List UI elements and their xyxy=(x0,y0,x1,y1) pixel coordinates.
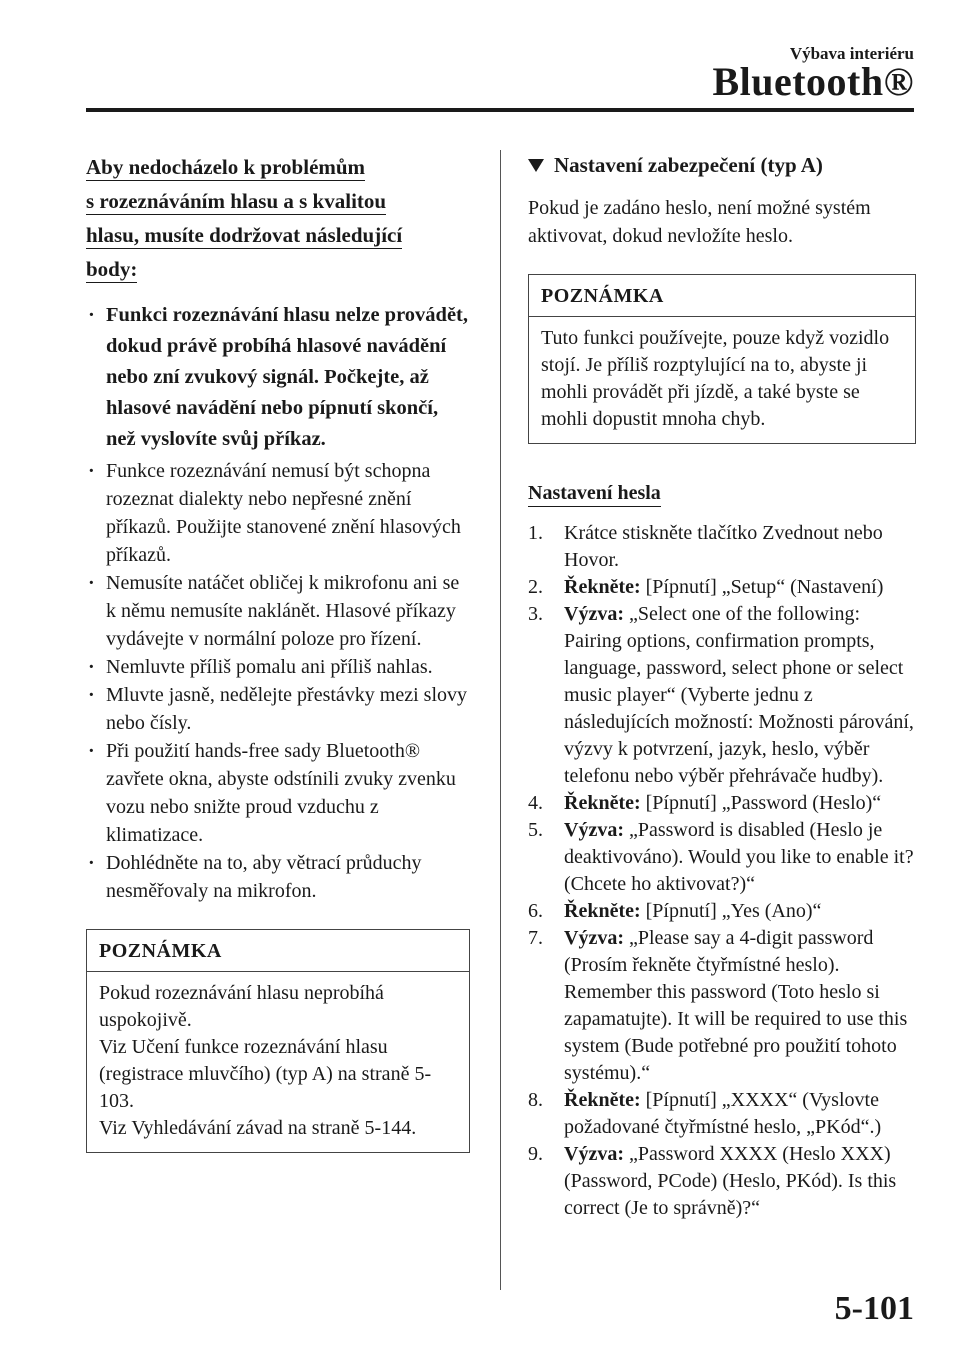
list-item: · Funkce rozeznávání nemusí být schopna rozeznat dialekty nebo nepřesné znění příkazů. Použijte stanovené znění hlasových příkazů. xyxy=(86,457,470,569)
left-heading: Aby nedocházelo k problémům s rozeznáváním hlasu a s kvalitou hlasu, musíte dodržovat následující body: xyxy=(86,155,403,281)
list-item: 1. Krátce stiskněte tlačítko Zvednout nebo Hovor. xyxy=(528,522,883,571)
note-body xyxy=(87,972,469,1152)
sub-heading: Nastavení hesla xyxy=(528,478,916,508)
list-item: 9. Výzva: „Password XXXX (Heslo XXX) (Password, PCode) (Heslo, PKód). Is this correct (Je to správně)?“ xyxy=(528,1143,897,1219)
page-number: 5-101 xyxy=(834,1290,914,1327)
section-heading: Nastavení zabezpečení (typ A) xyxy=(528,150,916,180)
list-item: 6. Řekněte: [Pípnutí] „Yes (Ano)“ xyxy=(528,900,822,922)
triangle-down-icon xyxy=(528,159,544,172)
step-list xyxy=(528,520,916,1222)
list-item: 7. Výzva: „Please say a 4-digit password (Prosím řekněte čtyřmístné heslo). Remember this password (Toto heslo si zapamatujte). It will be required to use this system (Bude potřebné pro použití tohoto systému).“ xyxy=(528,927,908,1084)
note-body: Tuto funkci používejte, pouze když vozidlo stojí. Je příliš rozptylující na to, abyste ji mohli provádět při jízdě, a také byste se mohli dopustit mnoha chyb. xyxy=(541,327,890,430)
note-box-left xyxy=(86,929,470,1153)
list-item: 3. Výzva: „Select one of the following: Pairing options, confirmation prompts, language, password, select phone or select music player“ (Vyberte jednu z následujících možností: Možnosti párování, výzvy k potvrzení, jazyk, heslo, výběr telefonu nebo výběr přehrávače hudby). xyxy=(528,603,914,787)
page-header xyxy=(0,0,960,120)
note-title: POZNÁMKA xyxy=(87,930,469,972)
note-line: Viz Vyhledávání závad na straně 5-144. xyxy=(99,1117,417,1139)
list-item: · Dohlédněte na to, aby větrací průduchy nesměřovaly na mikrofon. xyxy=(86,849,470,905)
header-rule xyxy=(86,108,914,112)
list-item: 2. Řekněte: [Pípnutí] „Setup“ (Nastavení) xyxy=(528,576,884,598)
list-item: 8. Řekněte: [Pípnutí] „XXXX“ (Vyslovte požadované čtyřmístné heslo, „PKód“.) xyxy=(528,1089,882,1138)
section-label: Výbava interiéru xyxy=(789,44,914,63)
note-title: POZNÁMKA xyxy=(529,275,915,317)
note-line: Pokud rozeznávání hlasu neprobíhá uspokojivě. xyxy=(99,982,384,1031)
list-item: · Mluvte jasně, nedělejte přestávky mezi slovy nebo čísly. xyxy=(86,681,470,737)
list-item: · Při použití hands-free sady Bluetooth® zavřete okna, abyste odstínili zvuky zvenku vozu nebo snižte proud vzduchu z klimatizace. xyxy=(86,737,470,849)
note-box-right xyxy=(528,274,916,444)
list-item: 4. Řekněte: [Pípnutí] „Password (Heslo)“ xyxy=(528,792,882,814)
page-title: Bluetooth® xyxy=(712,59,914,104)
left-column xyxy=(86,150,470,1153)
bullet-list xyxy=(86,300,470,905)
intro-text: Pokud je zadáno heslo, není možné systém aktivovat, dokud nevložíte heslo. xyxy=(528,197,871,247)
list-item: · Funkci rozeznávání hlasu nelze provádět, dokud právě probíhá hlasové navádění nebo zní zvukový signál. Počkejte, až hlasové navádění nebo pípnutí skončí, než vyslovíte svůj příkaz. xyxy=(86,300,470,455)
right-column xyxy=(528,150,916,1222)
list-item: 5. Výzva: „Password is disabled (Heslo je deaktivováno). Would you like to enable it? (Chcete ho aktivovat?)“ xyxy=(528,819,914,895)
note-line: Viz Učení funkce rozeznávání hlasu (registrace mluvčího) (typ A) na straně 5-103. xyxy=(99,1036,432,1112)
list-item: · Nemluvte příliš pomalu ani příliš nahlas. xyxy=(86,653,470,681)
column-divider xyxy=(500,150,501,1290)
list-item: · Nemusíte natáčet obličej k mikrofonu ani se k němu nemusíte naklánět. Hlasové příkazy vydávejte v normální poloze pro řízení. xyxy=(86,569,470,653)
